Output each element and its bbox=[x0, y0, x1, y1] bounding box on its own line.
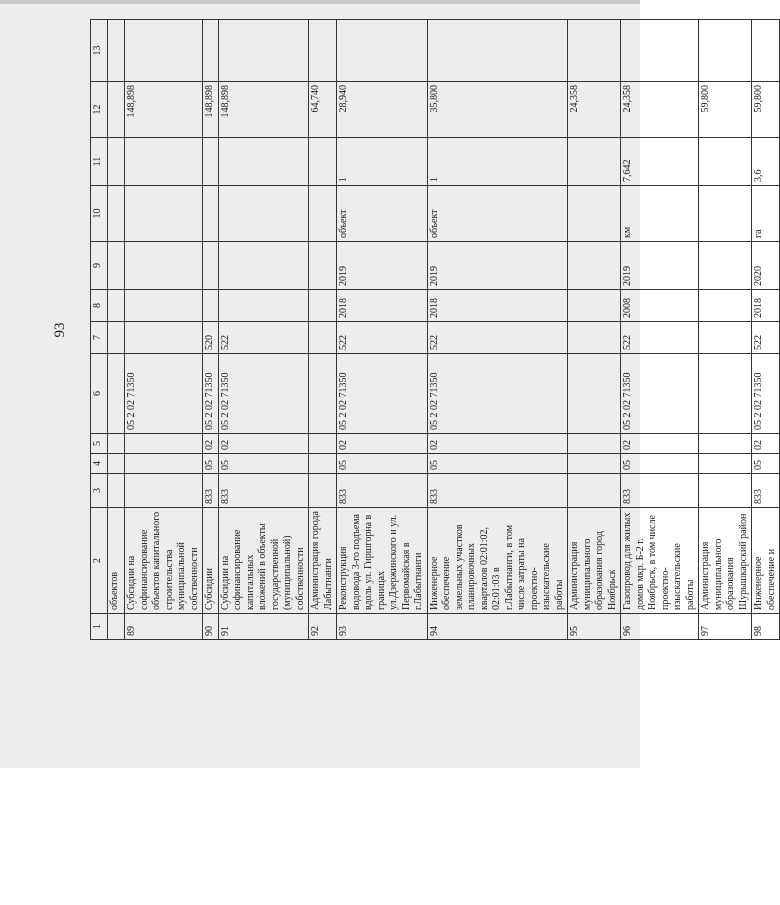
row-number: 98 bbox=[752, 614, 780, 640]
table-row bbox=[309, 20, 337, 640]
code-6: 05 2 02 71350 bbox=[218, 354, 309, 434]
row-number: 90 bbox=[203, 614, 219, 640]
code-3: 833 bbox=[203, 474, 219, 508]
unit bbox=[125, 186, 203, 242]
code-5 bbox=[699, 434, 752, 454]
code-6: 05 2 02 71350 bbox=[203, 354, 219, 434]
code-3 bbox=[108, 474, 125, 508]
table-row bbox=[203, 20, 219, 640]
code-7: 522 bbox=[427, 322, 568, 354]
code-6 bbox=[309, 354, 337, 434]
code-6: 05 2 02 71350 bbox=[427, 354, 568, 434]
unit: км bbox=[621, 186, 699, 242]
rotated-content bbox=[52, 20, 777, 640]
row-number: 89 bbox=[125, 614, 203, 640]
code-5: 02 bbox=[427, 434, 568, 454]
code-5: 02 bbox=[621, 434, 699, 454]
capacity: 1 bbox=[427, 138, 568, 186]
page-number: 93 bbox=[52, 322, 68, 338]
capacity bbox=[203, 138, 219, 186]
code-5: 02 bbox=[752, 434, 780, 454]
amount: 24,358 bbox=[621, 82, 699, 138]
amount: 35,800 bbox=[427, 82, 568, 138]
code-5: 02 bbox=[218, 434, 309, 454]
unit: объект bbox=[337, 186, 428, 242]
code-6 bbox=[699, 354, 752, 434]
notes bbox=[621, 20, 699, 82]
capacity bbox=[108, 138, 125, 186]
year-end: 2020 bbox=[752, 242, 780, 290]
year-start bbox=[203, 290, 219, 322]
amount: 24,358 bbox=[568, 82, 621, 138]
column-header: 6 bbox=[91, 354, 108, 434]
capacity bbox=[125, 138, 203, 186]
column-header: 8 bbox=[91, 290, 108, 322]
row-number: 96 bbox=[621, 614, 699, 640]
year-start bbox=[568, 290, 621, 322]
unit bbox=[108, 186, 125, 242]
code-4 bbox=[108, 454, 125, 474]
item-name: Администрация муниципального образования город Ноябрьск bbox=[568, 508, 621, 614]
year-start bbox=[309, 290, 337, 322]
notes bbox=[218, 20, 309, 82]
column-header: 12 bbox=[91, 82, 108, 138]
notes bbox=[752, 20, 780, 82]
code-4 bbox=[699, 454, 752, 474]
unit bbox=[568, 186, 621, 242]
code-3: 833 bbox=[621, 474, 699, 508]
code-5: 02 bbox=[203, 434, 219, 454]
column-header: 9 bbox=[91, 242, 108, 290]
notes bbox=[125, 20, 203, 82]
capacity bbox=[568, 138, 621, 186]
row-number: 94 bbox=[427, 614, 568, 640]
item-name: Инженерное обеспечение и bbox=[752, 508, 780, 614]
header-row bbox=[91, 20, 108, 640]
code-3: 833 bbox=[337, 474, 428, 508]
notes bbox=[309, 20, 337, 82]
table-row bbox=[108, 20, 125, 640]
year-start bbox=[125, 290, 203, 322]
capacity bbox=[218, 138, 309, 186]
code-5: 02 bbox=[337, 434, 428, 454]
notes bbox=[568, 20, 621, 82]
amount: 59,800 bbox=[699, 82, 752, 138]
year-end bbox=[218, 242, 309, 290]
year-end bbox=[125, 242, 203, 290]
column-header: 11 bbox=[91, 138, 108, 186]
unit bbox=[309, 186, 337, 242]
year-start: 2008 bbox=[621, 290, 699, 322]
notes bbox=[427, 20, 568, 82]
code-7 bbox=[568, 322, 621, 354]
capacity bbox=[699, 138, 752, 186]
scan-edge bbox=[0, 0, 640, 4]
row-number: 93 bbox=[337, 614, 428, 640]
table-row bbox=[621, 20, 699, 640]
unit bbox=[218, 186, 309, 242]
code-7: 522 bbox=[752, 322, 780, 354]
code-3 bbox=[699, 474, 752, 508]
table-row bbox=[427, 20, 568, 640]
capacity: 7,642 bbox=[621, 138, 699, 186]
amount: 64,740 bbox=[309, 82, 337, 138]
column-header: 1 bbox=[91, 614, 108, 640]
column-header: 13 bbox=[91, 20, 108, 82]
column-header: 5 bbox=[91, 434, 108, 454]
code-6: 05 2 02 71350 bbox=[125, 354, 203, 434]
code-4 bbox=[125, 454, 203, 474]
code-4 bbox=[309, 454, 337, 474]
code-4: 05 bbox=[621, 454, 699, 474]
notes bbox=[203, 20, 219, 82]
code-3: 833 bbox=[427, 474, 568, 508]
code-6: 05 2 02 71350 bbox=[337, 354, 428, 434]
year-end: 2019 bbox=[621, 242, 699, 290]
code-7: 520 bbox=[203, 322, 219, 354]
code-3 bbox=[309, 474, 337, 508]
code-3 bbox=[125, 474, 203, 508]
item-name: объектов bbox=[108, 508, 125, 614]
row-number: 95 bbox=[568, 614, 621, 640]
amount: 59,800 bbox=[752, 82, 780, 138]
column-header: 2 bbox=[91, 508, 108, 614]
item-name: Субсидии на софинансирование объектов капитального строительства муниципальной собственности bbox=[125, 508, 203, 614]
code-4: 05 bbox=[337, 454, 428, 474]
code-4 bbox=[568, 454, 621, 474]
unit: объект bbox=[427, 186, 568, 242]
year-start: 2018 bbox=[752, 290, 780, 322]
row-number: 91 bbox=[218, 614, 309, 640]
code-6 bbox=[568, 354, 621, 434]
code-5 bbox=[125, 434, 203, 454]
amount: 148,898 bbox=[218, 82, 309, 138]
amount: 148,898 bbox=[125, 82, 203, 138]
row-number: 92 bbox=[309, 614, 337, 640]
code-5 bbox=[108, 434, 125, 454]
year-end: 2019 bbox=[427, 242, 568, 290]
amount: 28,940 bbox=[337, 82, 428, 138]
item-name: Реконструкция водовода 3-го подъема вдоль ул. Гиршгорна в границах ул.Дзержинского и ул. Первомайская в г.Лабытнанги bbox=[337, 508, 428, 614]
table-row bbox=[568, 20, 621, 640]
capacity bbox=[309, 138, 337, 186]
code-3: 833 bbox=[218, 474, 309, 508]
notes bbox=[108, 20, 125, 82]
code-4: 05 bbox=[218, 454, 309, 474]
amount: 148,898 bbox=[203, 82, 219, 138]
item-name: Субсидии bbox=[203, 508, 219, 614]
code-7: 522 bbox=[218, 322, 309, 354]
item-name: Администрация муниципального образования Шурышкарский район bbox=[699, 508, 752, 614]
item-name: Субсидии на софинансирование капитальных вложений в объекты государственной (муниципальной) собственности bbox=[218, 508, 309, 614]
code-6: 05 2 02 71350 bbox=[621, 354, 699, 434]
capacity: 1 bbox=[337, 138, 428, 186]
row-number: 97 bbox=[699, 614, 752, 640]
code-6 bbox=[108, 354, 125, 434]
year-start bbox=[699, 290, 752, 322]
row-number bbox=[108, 614, 125, 640]
code-7: 522 bbox=[621, 322, 699, 354]
year-start: 2018 bbox=[427, 290, 568, 322]
column-header: 3 bbox=[91, 474, 108, 508]
budget-table bbox=[90, 19, 780, 640]
code-4: 05 bbox=[427, 454, 568, 474]
year-start: 2018 bbox=[337, 290, 428, 322]
table-body bbox=[108, 20, 780, 640]
amount bbox=[108, 82, 125, 138]
unit: га bbox=[752, 186, 780, 242]
item-name: Администрация города Лабытнанги bbox=[309, 508, 337, 614]
year-start bbox=[218, 290, 309, 322]
year-end bbox=[568, 242, 621, 290]
code-7 bbox=[108, 322, 125, 354]
table-row bbox=[752, 20, 780, 640]
code-7 bbox=[699, 322, 752, 354]
item-name: Газопровод для жилых домов мкр. Б-2 г. Ноябрьск, в том числе проектно-изыскательские работы bbox=[621, 508, 699, 614]
table-row bbox=[699, 20, 752, 640]
code-7 bbox=[309, 322, 337, 354]
column-header: 10 bbox=[91, 186, 108, 242]
year-end bbox=[203, 242, 219, 290]
code-5 bbox=[309, 434, 337, 454]
code-4: 05 bbox=[752, 454, 780, 474]
year-start bbox=[108, 290, 125, 322]
year-end bbox=[309, 242, 337, 290]
notes bbox=[699, 20, 752, 82]
unit bbox=[699, 186, 752, 242]
year-end bbox=[108, 242, 125, 290]
code-3 bbox=[568, 474, 621, 508]
table-row bbox=[218, 20, 309, 640]
code-5 bbox=[568, 434, 621, 454]
code-3: 833 bbox=[752, 474, 780, 508]
notes bbox=[337, 20, 428, 82]
code-6: 05 2 02 71350 bbox=[752, 354, 780, 434]
capacity: 3,6 bbox=[752, 138, 780, 186]
year-end bbox=[699, 242, 752, 290]
column-header: 7 bbox=[91, 322, 108, 354]
table-row bbox=[125, 20, 203, 640]
column-header: 4 bbox=[91, 454, 108, 474]
year-end: 2019 bbox=[337, 242, 428, 290]
code-7 bbox=[125, 322, 203, 354]
table-row bbox=[337, 20, 428, 640]
code-4: 05 bbox=[203, 454, 219, 474]
unit bbox=[203, 186, 219, 242]
item-name: Инженерное обеспечение земельных участков планировочных кварталов 02:01:02, 02:01:03 в г.Лабытнанги, в том числе затраты на проектно-изыскательские работы bbox=[427, 508, 568, 614]
code-7: 522 bbox=[337, 322, 428, 354]
